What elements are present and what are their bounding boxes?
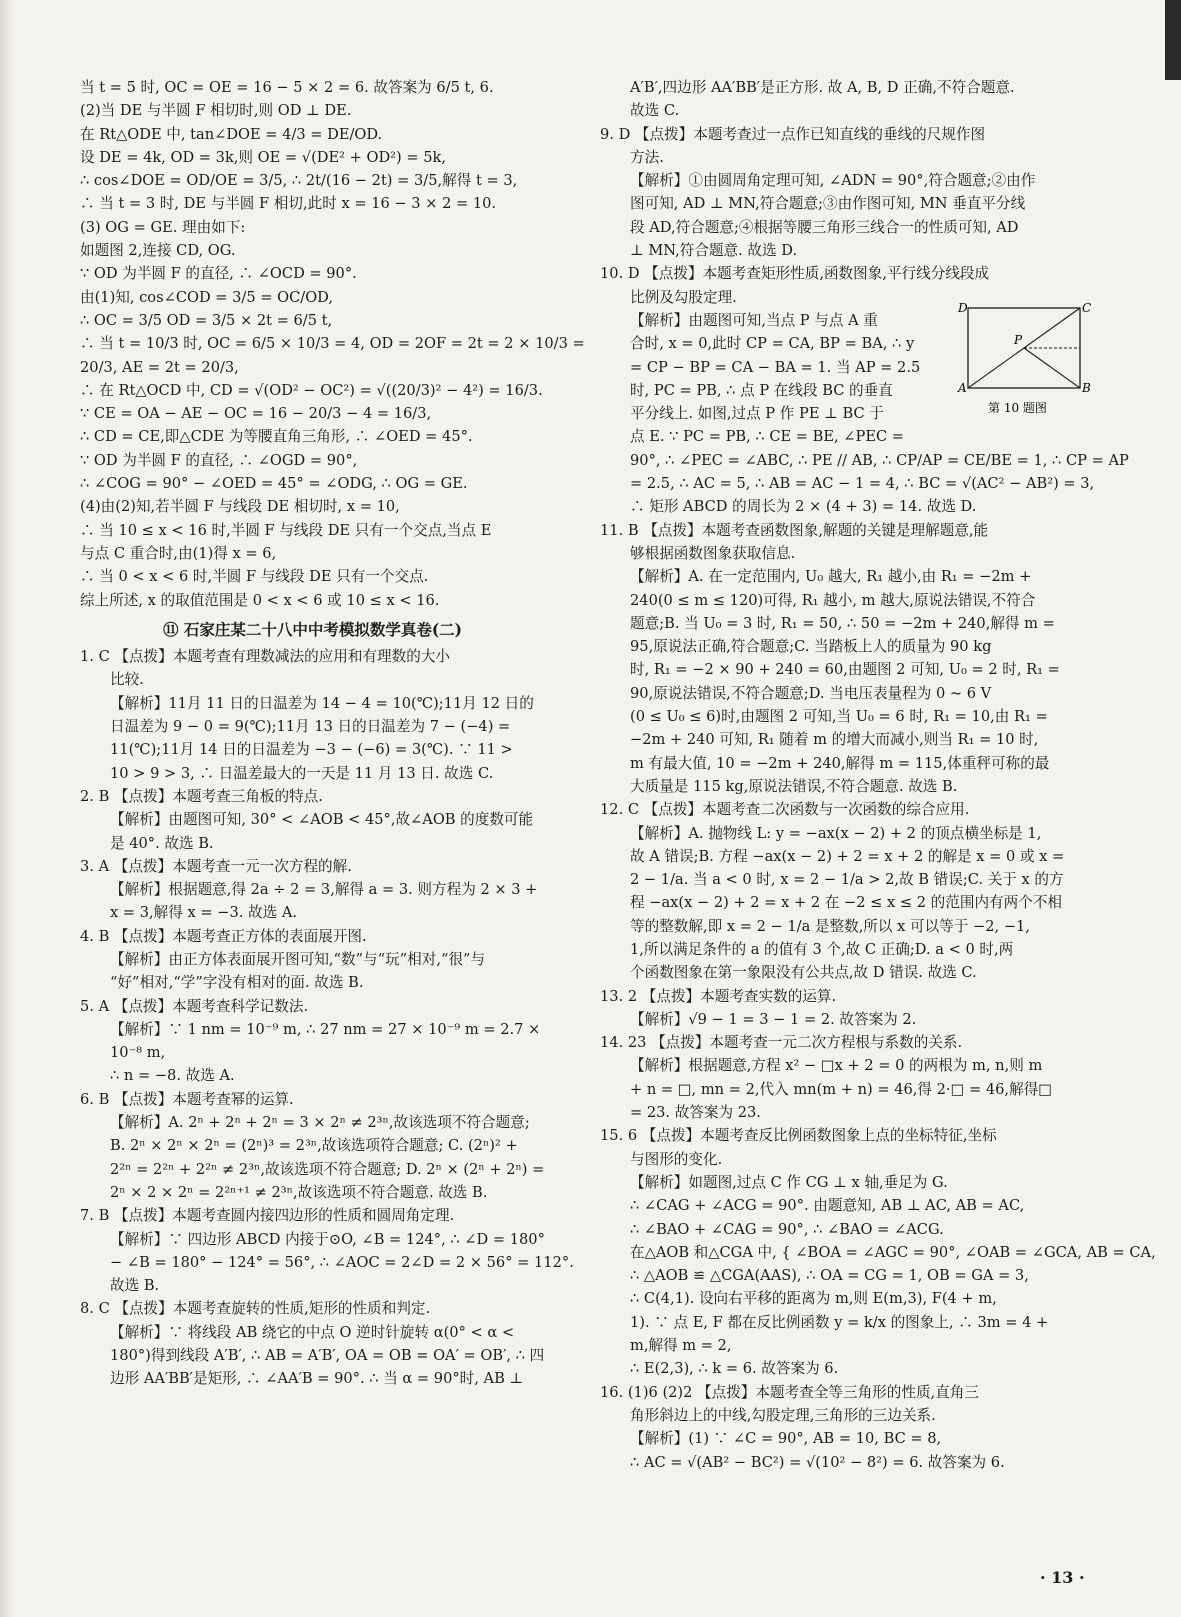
text-line: 【解析】√9 − 1 = 3 − 1 = 2. 故答案为 2. bbox=[630, 1010, 917, 1028]
page-corner bbox=[1165, 0, 1181, 80]
text-line: 等的整数解,即 x = 2 − 1/a 是整数,所以 x 可以等于 −2, −1, bbox=[630, 917, 1030, 935]
text-line: 时, PC = PB, ∴ 点 P 在线段 BC 的垂直 bbox=[630, 381, 893, 399]
text-line: 【解析】如题图,过点 C 作 CG ⊥ x 轴,垂足为 G. bbox=[630, 1173, 948, 1191]
label-a: A bbox=[958, 381, 967, 395]
text-line: ∴ 当 t = 10/3 时, OC = 6/5 × 10/3 = 4, OD = 2OF = 2t = 2 × 10/3 = bbox=[80, 335, 585, 353]
text-line: 【解析】A. 2ⁿ + 2ⁿ + 2ⁿ = 3 × 2ⁿ ≠ 2³ⁿ,故该选项不符合题意; bbox=[110, 1114, 530, 1132]
text-line: = 23. 故答案为 23. bbox=[630, 1104, 761, 1122]
text-line: 10. D 【点拨】本题考查矩形性质,函数图象,平行线分线段成 bbox=[600, 265, 990, 283]
text-line: 【解析】由正方体表面展开图可知,“数”与“玩”相对,“很”与 bbox=[110, 950, 486, 968]
text-line: ∴ ∠COG = 90° − ∠OED = 45° = ∠ODG, ∴ OG = GE. bbox=[80, 475, 468, 493]
segment-pb bbox=[1024, 348, 1080, 388]
text-line: 与点 C 重合时,由(1)得 x = 6, bbox=[80, 544, 277, 562]
text-line: (0 ≤ U₀ ≤ 6)时,由题图 2 可知,当 U₀ = 6 时, R₁ = 10,由 R₁ = bbox=[630, 708, 1048, 726]
text-line: 11(℃);11月 14 日的日温差为 −3 − (−6) = 3(℃). ∵ 11 > bbox=[110, 741, 513, 759]
right-mid-block bbox=[600, 449, 1156, 1474]
text-line: ∴ 当 0 < x < 6 时,半圆 F 与线段 DE 只有一个交点. bbox=[80, 568, 429, 586]
text-line: ∵ OD 为半圆 F 的直径, ∴ ∠OGD = 90°, bbox=[80, 451, 358, 469]
text-line: ⊥ MN,符合题意. 故选 D. bbox=[630, 242, 798, 260]
text-line: 2ⁿ × 2 × 2ⁿ = 2²ⁿ⁺¹ ≠ 2³ⁿ,故该选项不符合题意. 故选 B. bbox=[110, 1183, 488, 1201]
text-line: 95,原说法正确,符合题意;C. 当踏板上人的质量为 90 kg bbox=[630, 638, 992, 656]
text-line: 点 E. ∵ PC = PB, ∴ CE = BE, ∠PEC = bbox=[630, 428, 905, 446]
text-line: 10 > 9 > 3, ∴ 日温差最大的一天是 11 月 13 日. 故选 C. bbox=[110, 764, 494, 782]
label-c: C bbox=[1082, 301, 1092, 315]
text-line: 1,所以满足条件的 a 的值有 3 个,故 C 正确;D. a < 0 时,两 bbox=[630, 940, 1014, 958]
text-line: 2. B 【点拨】本题考查三角板的特点. bbox=[80, 787, 323, 805]
text-line: 3. A 【点拨】本题考查一元一次方程的解. bbox=[80, 857, 352, 875]
text-line: ∴ C(4,1). 设向右平移的距离为 m,则 E(m,3), F(4 + m, bbox=[630, 1290, 997, 1308]
text-line: 【解析】A. 在一定范围内, U₀ 越大, R₁ 越小,由 R₁ = −2m + bbox=[630, 568, 1032, 586]
text-line: 比例及勾股定理. bbox=[630, 288, 737, 306]
text-line: 故选 C. bbox=[630, 102, 680, 120]
text-line: 日温差为 9 − 0 = 9(℃);11月 13 日的日温差为 7 − (−4) = bbox=[110, 718, 511, 736]
text-line: 时, R₁ = −2 × 90 + 240 = 60,由题图 2 可知, U₀ = 2 时, R₁ = bbox=[630, 661, 1060, 679]
text-line: 合时, x = 0,此时 CP = CA, BP = BA, ∴ y bbox=[630, 335, 915, 353]
text-line: 综上所述, x 的取值范围是 0 < x < 6 或 10 ≤ x < 16. bbox=[80, 591, 440, 609]
text-line: 1). ∵ 点 E, F 都在反比例函数 y = k/x 的图象上, ∴ 3m = 4 + bbox=[630, 1313, 1049, 1331]
q10-text-block bbox=[600, 309, 920, 449]
text-line: − ∠B = 180° − 124° = 56°, ∴ ∠AOC = 2∠D = 2 × 56° = 112°. bbox=[110, 1253, 574, 1271]
left-top-block bbox=[80, 76, 585, 612]
text-line: ∴ AC = √(AB² − BC²) = √(10² − 8²) = 6. 故答案为 6. bbox=[630, 1453, 1005, 1471]
text-line: ∴ 矩形 ABCD 的周长为 2 × (4 + 3) = 14. 故选 D. bbox=[630, 498, 977, 516]
text-line: ∴ E(2,3), ∴ k = 6. 故答案为 6. bbox=[630, 1360, 839, 1378]
text-line: 12. C 【点拨】本题考查二次函数与一次函数的综合应用. bbox=[600, 801, 970, 819]
text-line: ∴ 在 Rt△OCD 中, CD = √(OD² − OC²) = √((20/3)² − 4²) = 16/3. bbox=[80, 381, 543, 399]
text-line: 16. (1)6 (2)2 【点拨】本题考查全等三角形的性质,直角三 bbox=[600, 1383, 979, 1401]
text-line: 7. B 【点拨】本题考查圆内接四边形的性质和圆周角定理. bbox=[80, 1207, 455, 1225]
text-line: 【解析】根据题意,方程 x² − □x + 2 = 0 的两根为 m, n,则 m bbox=[630, 1057, 1043, 1075]
text-line: ∴ n = −8. 故选 A. bbox=[110, 1067, 235, 1085]
text-line: ∴ △AOB ≌ △CGA(AAS), ∴ OA = CG = 1, OB = GA = 3, bbox=[630, 1267, 1029, 1285]
text-line: 9. D 【点拨】本题考查过一点作已知直线的垂线的尺规作图 bbox=[600, 125, 986, 143]
text-line: = 2.5, ∴ AC = 5, ∴ AB = AC − 1 = 4, ∴ BC = √(AC² − AB²) = 3, bbox=[630, 475, 1095, 493]
text-line: 5. A 【点拨】本题考查科学记数法. bbox=[80, 997, 309, 1015]
text-line: A′B′,四边形 AA′BB′是正方形. 故 A, B, D 正确,不符合题意. bbox=[630, 79, 1015, 96]
right-top-block bbox=[600, 76, 1070, 309]
text-line: 与图形的变化. bbox=[630, 1150, 723, 1168]
text-line: 10⁻⁸ m, bbox=[110, 1044, 166, 1062]
text-line: 1. C 【点拨】本题考查有理数减法的应用和有理数的大小 bbox=[80, 648, 451, 666]
figure-caption: 第 10 题图 bbox=[988, 401, 1047, 415]
text-line: 在 Rt△ODE 中, tan∠DOE = 4/3 = DE/OD. bbox=[80, 125, 383, 143]
text-line: ∵ OD 为半圆 F 的直径, ∴ ∠OCD = 90°. bbox=[80, 265, 357, 283]
text-line: 图可知, AD ⊥ MN,符合题意;③由作图可知, MN 垂直平分线 bbox=[630, 195, 1026, 213]
text-line: 【解析】由题图可知,当点 P 与点 A 重 bbox=[630, 311, 878, 329]
left-bottom-block bbox=[80, 645, 574, 1391]
text-line: 大质量是 115 kg,原说法错误,不符合题意. 故选 B. bbox=[630, 777, 958, 795]
text-line: ∴ cos∠DOE = OD/OE = 3/5, ∴ 2t/(16 − 2t) = 3/5,解得 t = 3, bbox=[80, 172, 518, 190]
q10-figure bbox=[958, 300, 1092, 420]
text-line: 15. 6 【点拨】本题考查反比例函数图象上点的坐标特征,坐标 bbox=[600, 1127, 997, 1145]
text-line: 故 A 错误;B. 方程 −ax(x − 2) + 2 = x + 2 的解是 x = 0 或 x = bbox=[630, 847, 1065, 865]
label-p: P bbox=[1014, 333, 1023, 347]
text-line: 2²ⁿ = 2²ⁿ + 2²ⁿ ≠ 2³ⁿ,故该选项不符合题意; D. 2ⁿ × (2ⁿ + 2ⁿ) = bbox=[110, 1160, 545, 1178]
text-line: ∴ CD = CE,即△CDE 为等腰直角三角形, ∴ ∠OED = 45°. bbox=[80, 428, 473, 446]
text-line: 【解析】(1) ∵ ∠C = 90°, AB = 10, BC = 8, bbox=[630, 1430, 942, 1448]
text-line: 边形 AA′BB′是矩形, ∴ ∠AA′B = 90°. ∴ 当 α = 90°时, AB ⊥ bbox=[110, 1370, 524, 1388]
text-line: 【解析】根据题意,得 2a ÷ 2 = 3,解得 a = 3. 则方程为 2 × 3 + bbox=[110, 881, 538, 899]
text-line: ∴ 当 10 ≤ x < 16 时,半圆 F 与线段 DE 只有一个交点,当点 E bbox=[80, 521, 492, 539]
text-line: 是 40°. 故选 B. bbox=[110, 834, 214, 852]
text-line: “好”相对,“学”字没有相对的面. 故选 B. bbox=[110, 974, 364, 992]
text-line: 【解析】∵ 1 nm = 10⁻⁹ m, ∴ 27 nm = 27 × 10⁻⁹ m = 2.7 × bbox=[110, 1020, 541, 1038]
text-line: 在△AOB 和△CGA 中, { ∠BOA = ∠AGC = 90°, ∠OAB = ∠GCA, AB = CA, bbox=[630, 1243, 1156, 1261]
text-line: 【解析】∵ 将线段 AB 绕它的中点 O 逆时针旋转 α(0° < α < bbox=[110, 1323, 515, 1341]
text-line: 【解析】A. 抛物线 L: y = −ax(x − 2) + 2 的顶点横坐标是 1, bbox=[630, 824, 1042, 842]
text-line: 题意;B. 当 U₀ = 3 时, R₁ = 50, ∴ 50 = −2m + 240,解得 m = bbox=[630, 614, 1055, 632]
text-line: (4)由(2)知,若半圆 F 与线段 DE 相切时, x = 10, bbox=[80, 498, 400, 516]
text-line: (2)当 DE 与半圆 F 相切时,则 OD ⊥ DE. bbox=[80, 102, 352, 120]
text-line: (3) OG = GE. 理由如下: bbox=[80, 218, 246, 236]
text-line: 个函数图象在第一象限没有公共点,故 D 错误. 故选 C. bbox=[630, 964, 977, 982]
text-line: 当 t = 5 时, OC = OE = 16 − 5 × 2 = 6. 故答案为 6/5 t, 6. bbox=[80, 79, 494, 96]
text-line: 平分线上. 如图,过点 P 作 PE ⊥ BC 于 bbox=[630, 405, 884, 423]
book-spine-shadow bbox=[0, 0, 14, 1617]
text-line: ∴ 当 t = 3 时, DE 与半圆 F 相切,此时 x = 16 − 3 × 2 = 10. bbox=[80, 195, 497, 213]
text-line: 角形斜边上的中线,勾股定理,三角形的三边关系. bbox=[630, 1406, 936, 1424]
page-number: · 13 · bbox=[1040, 1568, 1085, 1587]
text-line: m,解得 m = 2, bbox=[630, 1337, 732, 1355]
text-line: 8. C 【点拨】本题考查旋转的性质,矩形的性质和判定. bbox=[80, 1300, 431, 1318]
text-line: 够根据函数图象获取信息. bbox=[630, 544, 796, 562]
text-line: 90,原说法错误,不符合题意;D. 当电压表量程为 0 ~ 6 V bbox=[630, 684, 992, 702]
text-line: 故选 B. bbox=[110, 1277, 160, 1295]
text-line: 设 DE = 4k, OD = 3k,则 OE = √(DE² + OD²) = 5k, bbox=[80, 148, 446, 166]
text-line: 【解析】由题图可知, 30° < ∠AOB < 45°,故∠AOB 的度数可能 bbox=[110, 811, 534, 829]
text-line: 2 − 1/a. 当 a < 0 时, x = 2 − 1/a > 2,故 B 错误;C. 关于 x 的方 bbox=[630, 871, 1064, 889]
text-line: 11. B 【点拨】本题考查函数图象,解题的关键是理解题意,能 bbox=[600, 521, 989, 539]
text-line: 90°, ∴ ∠PEC = ∠ABC, ∴ PE // AB, ∴ CP/AP = CE/BE = 1, ∴ CP = AP bbox=[630, 451, 1129, 469]
right-column bbox=[600, 76, 1156, 1474]
text-line: 【解析】11月 11 日的日温差为 14 − 4 = 10(℃);11月 12 日的 bbox=[110, 694, 534, 712]
text-line: 比较. bbox=[110, 671, 144, 689]
text-line: 方法. bbox=[630, 148, 664, 166]
text-line: 由(1)知, cos∠COD = 3/5 = OC/OD, bbox=[80, 288, 333, 306]
text-line: 6. B 【点拨】本题考查幂的运算. bbox=[80, 1090, 294, 1108]
text-line: 【解析】∵ 四边形 ABCD 内接于⊙O, ∠B = 124°, ∴ ∠D = 180° bbox=[110, 1230, 545, 1248]
text-line: + n = □, mn = 2,代入 mn(m + n) = 46,得 2·□ = 46,解得□ bbox=[630, 1080, 1053, 1098]
text-line: 240(0 ≤ m ≤ 120)可得, R₁ 越小, m 越大,原说法错误,不符合 bbox=[630, 591, 1036, 609]
text-line: −2m + 240 可知, R₁ 随着 m 的增大而减小,则当 R₁ = 10 时, bbox=[630, 731, 1039, 749]
text-line: 14. 23 【点拨】本题考查一元二次方程根与系数的关系. bbox=[600, 1034, 963, 1052]
text-line: = CP − BP = CA − BA = 1. 当 AP = 2.5 bbox=[630, 358, 921, 376]
text-line: ∵ CE = OA − AE − OC = 16 − 20/3 − 4 = 16/3, bbox=[80, 405, 432, 423]
text-line: 4. B 【点拨】本题考查正方体的表面展开图. bbox=[80, 927, 367, 945]
label-b: B bbox=[1082, 381, 1091, 395]
text-line: 20/3, AE = 2t = 20/3, bbox=[80, 358, 239, 376]
label-d: D bbox=[958, 301, 968, 315]
text-line: 【解析】①由圆周角定理可知, ∠ADN = 90°,符合题意;②由作 bbox=[630, 172, 1036, 190]
text-line: B. 2ⁿ × 2ⁿ × 2ⁿ = (2ⁿ)³ = 2³ⁿ,故该选项符合题意; C. (2ⁿ)² + bbox=[110, 1137, 518, 1155]
text-line: ∴ ∠CAG + ∠ACG = 90°. 由题意知, AB ⊥ AC, AB = AC, bbox=[630, 1197, 1025, 1215]
text-line: 段 AD,符合题意;④根据等腰三角形三线合一的性质可知, AD bbox=[630, 218, 1019, 236]
text-line: 如题图 2,连接 CD, OG. bbox=[80, 242, 236, 260]
text-line: ∴ OC = 3/5 OD = 3/5 × 2t = 6/5 t, bbox=[80, 311, 333, 329]
text-line: 13. 2 【点拨】本题考查实数的运算. bbox=[600, 987, 837, 1005]
text-line: m 有最大值, 10 = −2m + 240,解得 m = 115,体重秤可称的最 bbox=[630, 754, 1050, 772]
text-line: 程 −ax(x − 2) + 2 = x + 2 在 −2 ≤ x ≤ 2 的范围内有两个不相 bbox=[630, 894, 1063, 912]
left-column bbox=[80, 76, 585, 1391]
text-line: 180°)得到线段 A′B′, ∴ AB = A′B′, OA = OB = OA′ = OB′, ∴ 四 bbox=[110, 1347, 545, 1365]
text-line: ∴ ∠BAO + ∠CAG = 90°, ∴ ∠BAO = ∠ACG. bbox=[630, 1220, 944, 1238]
text-line: x = 3,解得 x = −3. 故选 A. bbox=[110, 904, 298, 922]
section-title: ⑪ 石家庄某二十八中中考模拟数学真卷(二) bbox=[162, 619, 463, 639]
